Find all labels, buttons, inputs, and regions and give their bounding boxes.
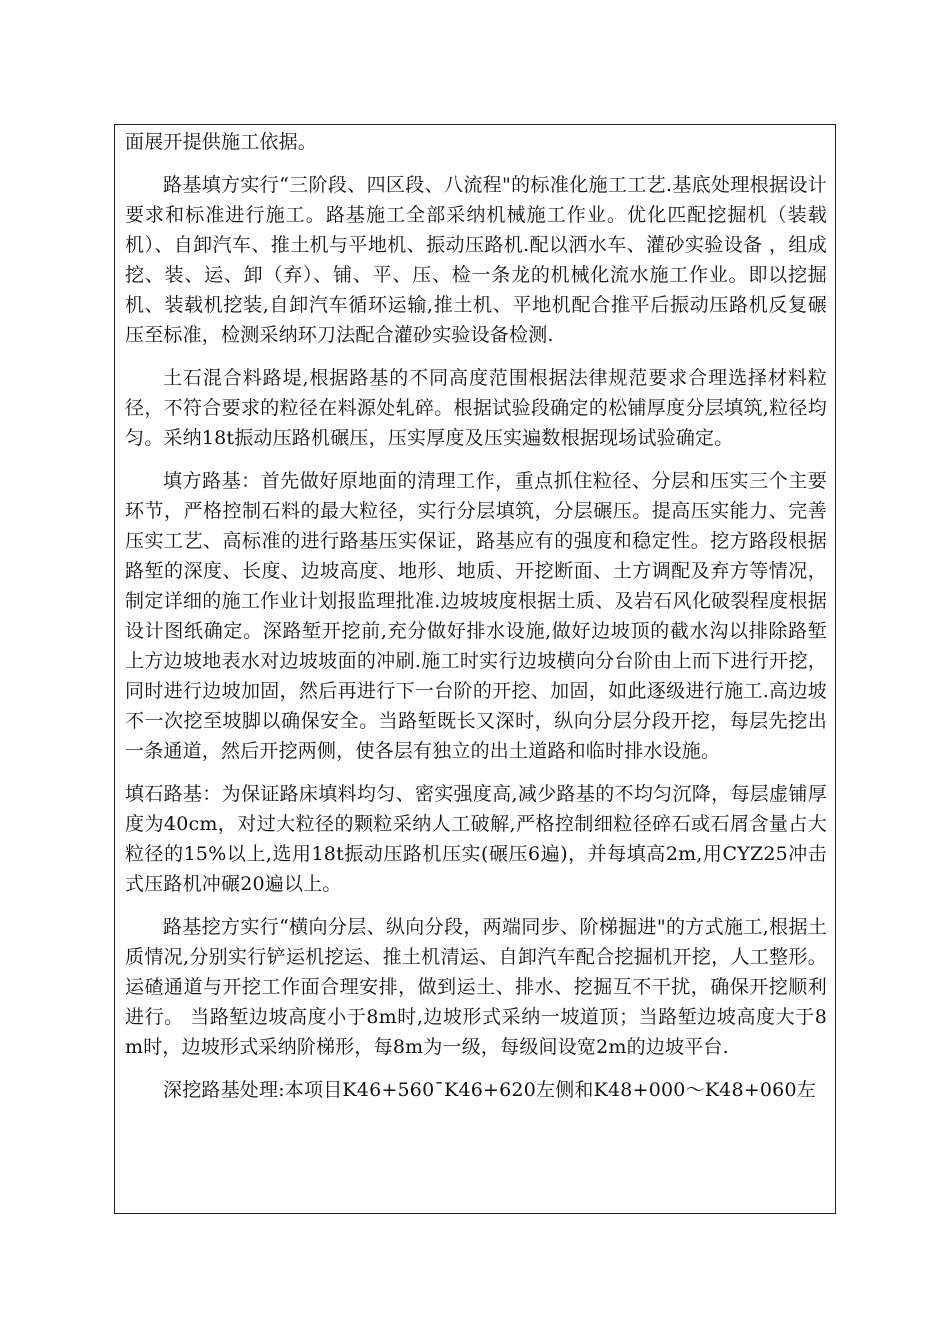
paragraph-deep-cut: 深挖路基处理:本项目K46+560¯K46+620左侧和K48+000～K48+060左 xyxy=(163,1079,816,1101)
paragraph-continuation: 面展开提供施工依据。 xyxy=(125,131,318,153)
text-frame xyxy=(114,124,836,1214)
paragraph-fill-subgrade: 填方路基：首先做好原地面的清理工作，重点抓住粒径、分层和压实三个主要环节，严格控制石料的最大粒径，实行分层填筑，分层碾压。提高压实能力、完善压实工艺、高标准的进行路基压实保证，路基应有的强度和稳定性。挖方路段根据路堑的深度、长度、边坡高度、地形、地质、开挖断面、土方调配及弃方等情况，制定详细的施工作业计划报监理批准.边坡坡度根据土质、及岩石风化破裂程度根据设计图纸确定。深路堑开挖前,充分做好排水设施,做好边坡顶的截水沟以排除路堑上方边坡地表水对边坡坡面的冲刷.施工时实行边坡横向分台阶由上而下进行开挖，同时进行边坡加固，然后再进行下一台阶的开挖、加固，如此逐级进行施工.高边坡不一次挖至坡脚以确保安全。当路堑既长又深时，纵向分层分段开挖，每层先挖出一条通道，然后开挖两侧，使各层有独立的出土道路和临时排水设施。 xyxy=(125,470,827,762)
paragraph-rock-fill-subgrade: 填石路基：为保证路床填料均匀、密实强度高,减少路基的不均匀沉降，每层虚铺厚度为40cm，对过大粒径的颗粒采纳人工破解,严格控制细粒径碎石或石屑含量占大粒径的15%以上,选用18t振动压路机压实(碾压6遍)，并每填高2m,用CYZ25冲击式压路机冲碾20遍以上。 xyxy=(125,783,827,895)
paragraph-fill-process: 路基填方实行“三阶段、四区段、八流程"的标准化施工工艺.基底处理根据设计要求和标准进行施工。路基施工全部采纳机械施工作业。优化匹配挖掘机（装载机）、自卸汽车、推土机与平地机、振动压路机.配以洒水车、灌砂实验设备 ，组成挖、装、运、卸（弃）、铺、平、压、检一条龙的机械化流水施工作业。即以挖掘机、装载机挖装,自卸汽车循环运输,推土机、平地机配合推平后振动压路机反复碾压至标准，检测采纳环刀法配合灌砂实验设备检测. xyxy=(125,174,827,346)
paragraph-soil-rock-embankment: 土石混合料路堤,根据路基的不同高度范围根据法律规范要求合理选择材料粒径，不符合要求的粒径在料源处轧碎。根据试验段确定的松铺厚度分层填筑,粒径均匀。采纳18t振动压路机碾压，压实厚度及压实遍数根据现场试验确定。 xyxy=(125,367,827,449)
paragraph-excavation: 路基挖方实行“横向分层、纵向分段，两端同步、阶梯掘进"的方式施工,根据土质情况,分别实行铲运机挖运、推土机清运、自卸汽车配合挖掘机开挖，人工整形。运碴通道与开挖工作面合理安排，做到运土、排水、挖掘互不干扰，确保开挖顺利进行。 当路堑边坡高度小于8m时,边坡形式采纳一坡道顶；当路堑边坡高度大于8m时，边坡形式采纳阶梯形，每8m为一级，每级间设宽2m的边坡平台. xyxy=(125,916,827,1058)
